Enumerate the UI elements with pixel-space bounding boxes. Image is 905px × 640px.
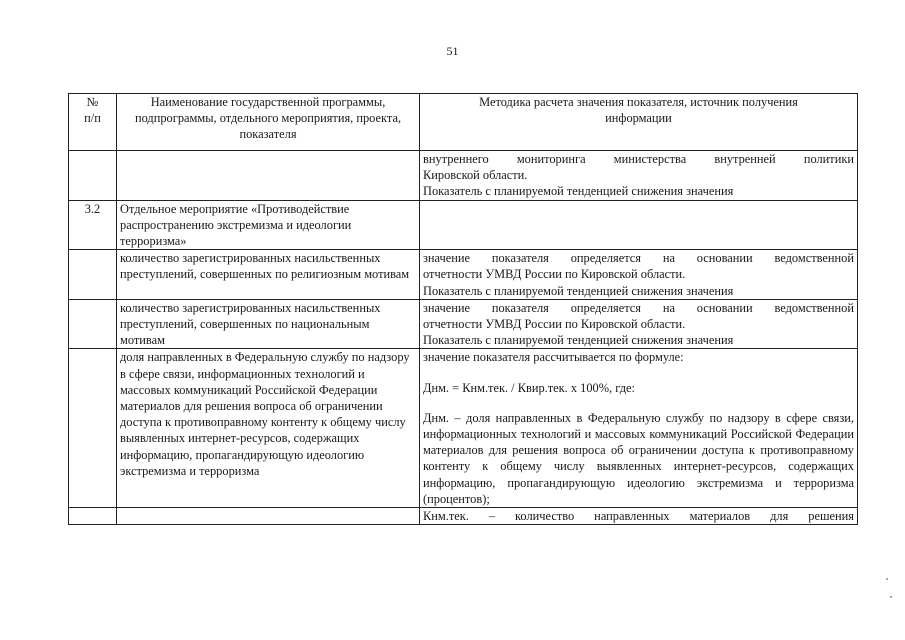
indicator-method [420, 250, 858, 300]
continuation-method-line-2: Кировской области. [423, 168, 528, 183]
table-row-section [69, 200, 858, 250]
indicator-method-line-2: отчетности УМВД России по Кировской области. [423, 317, 686, 332]
continuation-method-line-1: внутреннего мониторинга министерства внутренней политики [423, 152, 854, 166]
formula-indicator-name: доля направленных в Федеральную службу по надзору в сфере связи, информационных технологий и массовых коммуникаций Российской Федерации материалов для решения вопроса об ограничении доступа к противоправному контенту к общему числу выявленных интернет-ресурсов, содержащих информацию, пропагандирующую идеологию экстремизма и терроризма [117, 349, 420, 508]
continuation-number [69, 151, 117, 201]
row-number [69, 250, 117, 300]
table-row [69, 299, 858, 349]
formula-intro: значение показателя рассчитывается по формуле: [423, 350, 684, 365]
table-header-row [69, 94, 858, 151]
row-number [69, 349, 117, 508]
header-calculation-method: Методика расчета значения показателя, источник получения информации [420, 94, 858, 151]
indicator-method-line-1: значение показателя определяется на основании ведомственной [423, 251, 854, 266]
indicator-name: количество зарегистрированных насильственных преступлений, совершенных по национальным мотивам [117, 299, 420, 349]
section-name: Отдельное мероприятие «Противодействие распространению экстремизма и идеологии терроризма» [117, 200, 420, 250]
table-row-continuation [69, 151, 858, 201]
continuation-method-line-3: Показатель с планируемой тенденцией снижения значения [423, 184, 734, 199]
indicator-method [420, 299, 858, 349]
row-number [69, 508, 117, 525]
continuation-method [420, 151, 858, 201]
formula-definition-1: Днм. – доля направленных в Федеральную службу по надзору в сфере связи, информационных технологий и массовых коммуникаций Российской Федерации материалов для решения вопроса об ограничении доступа к противоправному контенту к общему числу выявленных интернет-ресурсов, содержащих информацию, пропагандирующую идеологию экстремизма и терроризма (процентов); [423, 410, 854, 506]
indicator-name: количество зарегистрированных насильственных преступлений, совершенных по религиозным мотивам [117, 250, 420, 300]
page-number: 51 [446, 44, 459, 58]
indicator-method-line-3: Показатель с планируемой тенденцией снижения значения [423, 333, 734, 348]
indicator-method-line-1: значение показателя определяется на основании ведомственной [423, 300, 854, 315]
scan-speck [890, 596, 892, 598]
continuation-name [117, 151, 420, 201]
section-number: 3.2 [69, 200, 117, 250]
indicator-method-table [68, 93, 858, 525]
header-number: № п/п [69, 94, 117, 151]
formula-indicator-name-continued [117, 508, 420, 525]
table-row-formula [69, 349, 858, 508]
formula-definition-2: Кнм.тек. – количество направленных материалов для решения [423, 509, 854, 524]
formula-expression: Днм. = Кнм.тек. / Квир.тек. x 100%, где: [423, 380, 635, 395]
header-program-name: Наименование государственной программы, подпрограммы, отдельного мероприятия, проекта, показателя [117, 94, 420, 151]
indicator-method-line-2: отчетности УМВД России по Кировской области. [423, 267, 686, 282]
table-row-formula-continued [69, 508, 858, 525]
formula-method [420, 349, 858, 508]
scan-speck [886, 578, 888, 580]
table-row [69, 250, 858, 300]
row-number [69, 299, 117, 349]
indicator-method-line-3: Показатель с планируемой тенденцией снижения значения [423, 283, 734, 298]
section-method [420, 200, 858, 250]
formula-method-continued [420, 508, 858, 525]
